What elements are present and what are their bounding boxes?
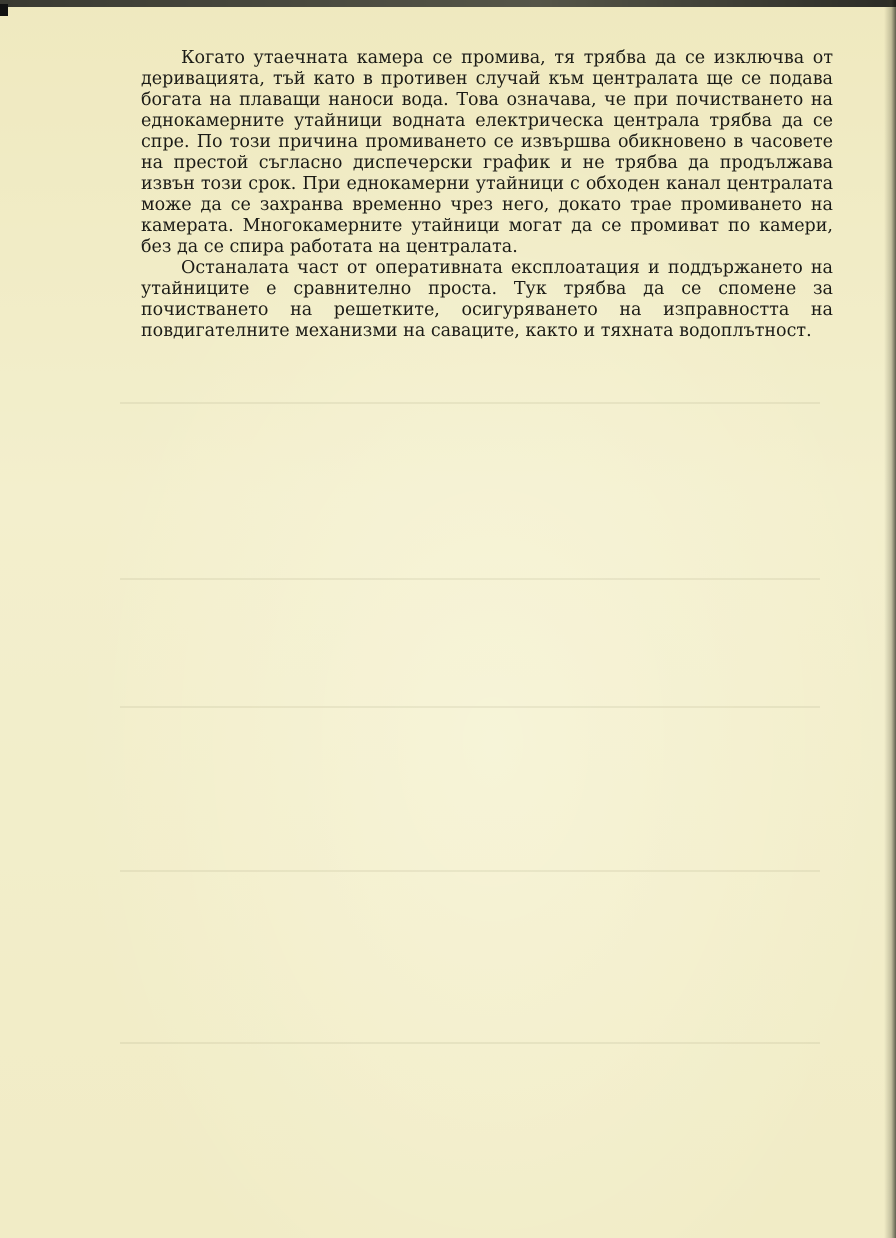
body-text [141,48,833,342]
show-through-line [120,1042,820,1044]
show-through-line [120,706,820,708]
show-through-line [120,402,820,404]
paragraph-1: Когато утаечната камера се промива, тя трябва да се изключва от деривацията, тъй като в противен случай към централата ще се подава богата на плаващи наноси вода. Това означава, че при почистването на еднокамерните утайници водната електрическа централа трябва да се спре. По този причина промиването се извършва обикновено в часовете на престой съгласно диспечерски график и не трябва да продължава извън този срок. При еднокамерни утайници с обходен канал централата може да се захранва временно чрез него, докато трае промиването на камерата. Многокамерните утайници могат да се промиват по камери, без да се спира работата на централата. [141,48,833,257]
show-through-line [120,578,820,580]
show-through-line [120,870,820,872]
scan-right-edge [884,0,896,1238]
scan-corner-mark [0,4,8,16]
paragraph-2: Останалата част от оперативната експлоатация и поддържането на утайниците е сравнително проста. Тук трябва да се спомене за почистването на решетките, осигуряването на изправността на повдигателните механизми на саваците, както и тяхната водоплътност. [141,258,833,341]
scan-top-edge [0,0,896,7]
